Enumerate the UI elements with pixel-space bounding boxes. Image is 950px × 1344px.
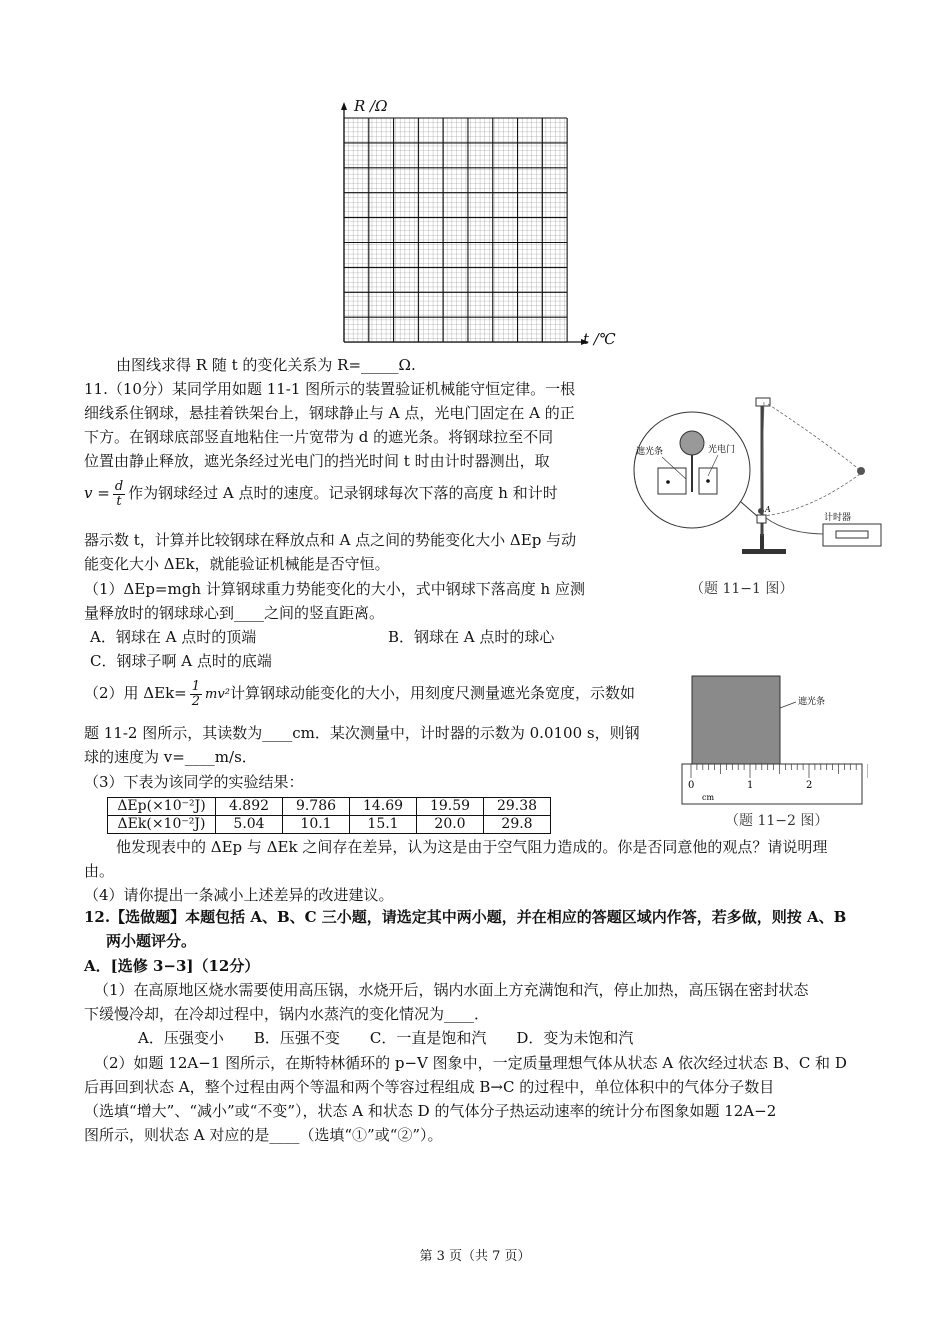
- table-row: [108, 816, 551, 834]
- q11-sub4: （4）请你提出一条减小上述差异的改进建议。: [84, 886, 394, 904]
- q11-line-3: 下方。在钢球底部竖直地粘住一片宽带为 d 的遮光条。将钢球拉至不同: [84, 428, 554, 446]
- ruler-tick-label: 2: [806, 780, 813, 791]
- table-cell: 19.59: [417, 798, 484, 816]
- q12-p1-b: 下缓慢冷却，在冷却过程中，锅内水蒸汽的变化情况为____．: [84, 1005, 490, 1023]
- formula-half: $\frac{1}{2}$: [191, 678, 201, 709]
- table-cell: 29.8: [484, 816, 551, 834]
- figure-11-2: [678, 670, 868, 806]
- q11-option-a: A．钢球在 A 点时的顶端: [90, 628, 257, 646]
- q11-option-c: C．钢球子啊 A 点时的底端: [90, 652, 272, 670]
- table-cell: 20.0: [417, 816, 484, 834]
- q12-p1-options: A．压强变小 B．压强不变 C．一直是饱和汽 D．变为未饱和汽: [138, 1029, 634, 1047]
- formula-v: v =: [84, 484, 110, 502]
- page-footer: 第 3 页（共 7 页）: [419, 1249, 531, 1264]
- figure-11-1: [628, 384, 898, 584]
- q12-p2-a: （2）如题 12A−1 图所示，在斯特林循环的 p−V 图象中，一定质量理想气体从状态 A 依次经过状态 B、C 和 D: [94, 1054, 847, 1072]
- table-cell: 29.38: [484, 798, 551, 816]
- q11-line-7: 能变化大小 ΔEk，就能验证机械能是否守恒。: [84, 555, 390, 573]
- q12-section-a: A．[选修 3−3]（12分）: [84, 957, 260, 975]
- q12-heading-a: 12.【选做题】本题包括 A、B、C 三小题，请选定其中两小题，并在相应的答题区域内作答，若多做，则按 A、B: [84, 908, 847, 926]
- q11-line-5: v = $\frac{d}{t}$ 作为钢球经过 A 点时的速度。记录钢球每次下落的高度 h 和计时: [84, 478, 558, 509]
- q12-p2-d: 图所示，则状态 A 对应的是____（选填“①”或“②”）。: [84, 1126, 443, 1144]
- figure-11-1-caption: （题 11−1 图）: [690, 581, 794, 597]
- q11-sub3-b: 他发现表中的 ΔEp 与 ΔEk 之间存在差异，认为这是由于空气阻力造成的。你是否同意他的观点？请说明理: [116, 838, 828, 856]
- q11-sub2-b: 题 11-2 图所示，其读数为____cm．某次测量中，计时器的示数为 0.0100 s，则钢: [84, 724, 640, 742]
- q12-p1-a: （1）在高原地区烧水需要使用高压锅，水烧开后，锅内水面上方充满饱和汽，停止加热，高压锅在密封状态: [94, 981, 809, 999]
- ruler-unit: cm: [702, 793, 715, 802]
- fig1-label-a: A: [765, 505, 771, 514]
- table-row: [108, 798, 551, 816]
- q11-line-6: 器示数 t，计算并比较钢球在释放点和 A 点之间的势能变化大小 ΔEp 与动: [84, 531, 577, 549]
- fig1-label-gate: 光电门: [708, 445, 736, 455]
- table-cell: 14.69: [350, 798, 417, 816]
- table-cell: 9.786: [283, 798, 350, 816]
- fig1-label-timer: 计时器: [824, 513, 852, 523]
- q11-option-b: B．钢球在 A 点时的球心: [388, 628, 555, 646]
- table-row-label: ΔEp(×10⁻²J): [108, 798, 216, 816]
- q12-heading-b: 两小题评分。: [106, 932, 197, 950]
- table-cell: 5.04: [216, 816, 283, 834]
- q11-sub3: （3）下表为该同学的实验结果：: [84, 773, 304, 791]
- ruler-tick-label: 0: [688, 780, 695, 791]
- ruler-tick-label: 1: [747, 780, 754, 791]
- q11-line-2: 细线系住钢球，悬挂着铁架台上，钢球静止与 A 点，光电门固定在 A 的正: [84, 404, 575, 422]
- q11-sub1-b: 量释放时的钢球球心到____之间的竖直距离。: [84, 604, 385, 622]
- graph-question: 由图线求得 R 随 t 的变化关系为 R=_____Ω.: [116, 356, 416, 374]
- fig2-label-shade: 遮光条: [798, 697, 826, 707]
- q11-sub1-a: （1）ΔEp=mgh 计算钢球重力势能变化的大小，式中钢球下落高度 h 应测: [84, 580, 585, 598]
- graph-y-label: R /Ω: [354, 97, 388, 115]
- q11-sub3-c: 由。: [84, 862, 115, 880]
- fig1-label-shade: 遮光条: [636, 447, 664, 457]
- table-cell: 4.892: [216, 798, 283, 816]
- figure-11-2-caption: （题 11−2 图）: [725, 813, 829, 829]
- table-cell: 10.1: [283, 816, 350, 834]
- q12-p2-c: （选填“增大”、“减小”或“不变”），状态 A 和状态 D 的气体分子热运动速率的统计分布图象如题 12A−2: [84, 1102, 777, 1120]
- q11-line-1: 11.（10分）某同学用如题 11-1 图所示的装置验证机械能守恒定律。一根: [84, 380, 576, 398]
- q12-p2-b: 后再回到状态 A，整个过程由两个等温和两个等容过程组成 B→C 的过程中，单位体积中的气体分子数目: [84, 1078, 775, 1096]
- formula-d-over-t: $\frac{d}{t}$: [114, 478, 124, 509]
- q11-sub2-a: （2）用 ΔEk= $\frac{1}{2}$ mv²计算钢球动能变化的大小，用刻度尺测量遮光条宽度，示数如: [84, 678, 635, 709]
- table-row-label: ΔEk(×10⁻²J): [108, 816, 216, 834]
- graph-x-label: t /℃: [583, 330, 616, 348]
- q11-sub2-c: 球的速度为 v=____m/s．: [84, 748, 257, 766]
- q11-line-4: 位置由静止释放，遮光条经过光电门的挡光时间 t 时由计时器测出，取: [84, 452, 550, 470]
- results-table: [107, 797, 551, 834]
- graph-paper: [335, 100, 595, 350]
- table-cell: 15.1: [350, 816, 417, 834]
